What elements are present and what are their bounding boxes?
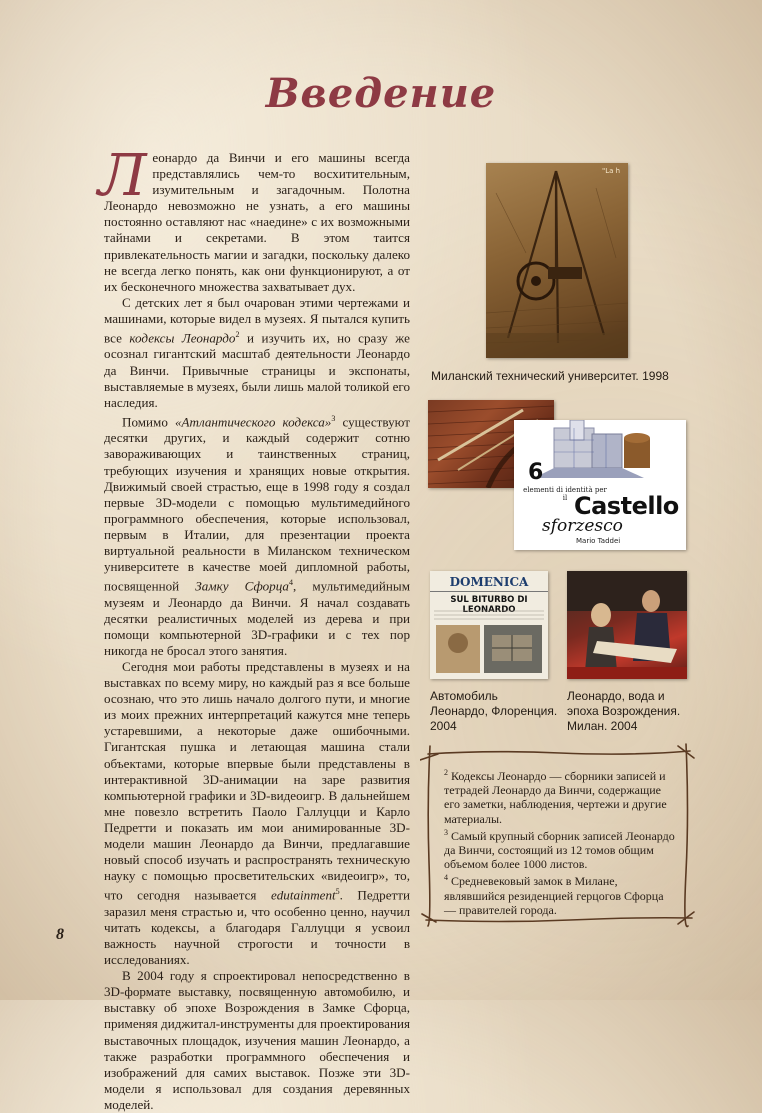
footnote-ref-4[interactable]: 4 [288, 578, 293, 588]
footnote-ref-2[interactable]: 2 [235, 330, 240, 340]
newspaper-masthead: DOMENICA [430, 575, 548, 592]
sforza-castle-term: Замку Сфорца [195, 578, 289, 594]
castello-sforzesco-cover [514, 420, 686, 550]
caption-automobile: Автомобиль Леонардо, Флоренция. 2004 [430, 689, 558, 733]
page-title: Введение [265, 70, 497, 117]
image-overlay-text: "La h [602, 167, 621, 175]
caption-water-renaissance: Леонардо, вода и эпоха Возрождения. Милан. 2004 [567, 689, 681, 733]
footnote-3: $^3$ Самый крупный сборник записей Леонардо да Винчи, состоящий из 12 томов общим объемом более 1000 листов. [444, 827, 675, 872]
footnotes [444, 766, 676, 917]
newspaper-headline: SUL BITURBO DI LEONARDO [450, 595, 528, 615]
paragraph-3: Помимо «Атлантического кодекса»$^3$ существуют десятки других, и каждый содержит сотню завораживающих и таинственных страниц, требующих изучения и хранящих новые открытия. Движимый своей страстью, еще в 1998 году я создал первые 3D-модели с помощью мультимедийного программного обеспечения, которые использовал, первым в Италии, для презентации проекта виртуальной реальности в Миланском техническом университете в качестве моей дипломной работы, посвященной Замку Сфорца$^4$, мультимедийным музеям и Леонардо да Винчи. Я начал создавать десятки реалистичных моделей из дерева и при помощи компьютерной 3D-графики и с тех пор никогда не бросал этого занятия. [104, 413, 411, 658]
main-text [98, 141, 411, 1113]
drop-cap: Л [98, 141, 147, 209]
paragraph-2: С детских лет я был очарован этими чертежами и машинами, которые видел в музеях. Я пытался купить все кодексы Леонардо$^2$ и изучить их, но сразу же осознал гигантский масштаб деятельности Леонардо да Винчи. Привычные страницы и экспонаты, выставляемые в музеях, были лишь малой толикой его наследия. [104, 294, 410, 410]
edutainment-term: edutainment [270, 887, 336, 903]
castello-script-title: sforzesco [542, 516, 623, 536]
castello-number: 6 [528, 460, 544, 485]
footnote-ref-5[interactable]: 5 [335, 887, 340, 897]
footnote-4: $^4$ Средневековый замок в Милане, являвшийся резиденцией герцогов Сфорца — правителей города. [444, 873, 664, 917]
castello-author: Mario Taddei [576, 537, 621, 545]
paragraph-5: В 2004 году я спроектировал непосредственно в 3D-формате выставку, посвященную автомобилю, и выставку об эпохе Возрождения в Замке Сфорца, применяя диджитал-инструменты для проектирования выставочных площадок, изучения машин Леонардо, а также разработки программного обеспечения и изображений для самих выставок. Позже эти 3D-модели я использовал для создания деревянных моделей. [104, 968, 410, 1112]
paragraph-1: Леонардо да Винчи и его машины всегда представлялись чем-то восхитительным, изумительным и загадочным. Полотна Леонардо невозможно не узнать, а его машины постоянно оставляют нас «наедине» с их возможными тайнами и секретами. В этом таится привлекательность магии и загадки, поскольку далеко не всегда легко понять, как они функционируют, а от их бесконечного множества захватывает дух. [98, 141, 410, 294]
newspaper-image [430, 571, 548, 679]
atlantic-codex-term: «Атлантического кодекса» [175, 414, 332, 430]
castello-title: Castello [574, 492, 679, 520]
paragraph-4: Сегодня мои работы представлены в музеях и на выставках по всему миру, но каждый раз я все больше осознаю, что это лишь начало долгого пути, и многие из моих прежних интерпретаций кажутся мне теперь устаревшими, а некоторые даже ошибочными. Гигантская пушка и летающая машина стали объектами, которые впервые были представлены в интерактивной 3D-анимации на заре развития компьютерной графики и 3D-видеоигр. В дальнейшем мне повезло встретить Паоло Галлуцци и Карло Педретти и показать им мои анимированные 3D-модели машин Леонардо да Винчи, предлагавшие новый способ изучать и распространять техническую науку с помощью просветительских «видеоигр», то, что сегодня называется edutainment$^5$. Педретти заразил меня страстью и, что особенно ценно, научил читать кодексы, а благодаря Галлуцци я усвоил важность научной строгости и точности в исследованиях. [104, 658, 410, 968]
castello-subtitle: elementi di identità per il [523, 486, 607, 502]
tripod-drawing-image [486, 163, 628, 358]
page-number: 8 [56, 926, 64, 943]
codex-term: кодексы Леонардо [129, 330, 236, 346]
caption-polytechnic: Миланский технический университет. 1998 [431, 369, 669, 383]
footnote-ref-3[interactable]: 3 [331, 413, 336, 423]
tripod-illustration [486, 163, 628, 358]
exhibition-photo-image [567, 571, 687, 679]
footnote-2: $^2$ Кодексы Леонардо — сборники записей и тетрадей Леонардо да Винчи, содержащие его заметки, наблюдения, чертежи и другие материалы. [444, 768, 667, 826]
